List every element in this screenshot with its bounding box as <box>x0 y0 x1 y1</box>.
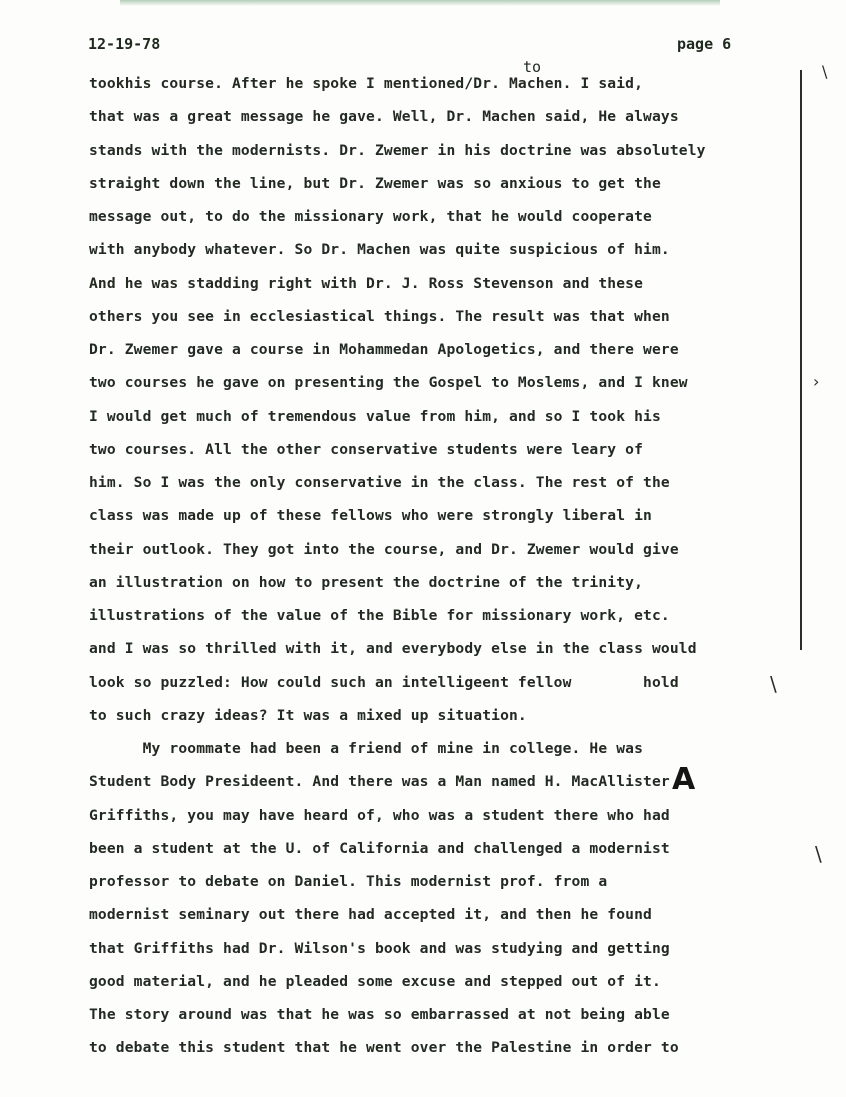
text-line: that was a great message he gave. Well, Dr. Machen said, He always <box>89 108 679 126</box>
text-line: Griffiths, you may have heard of, who was a student there who had <box>89 806 670 824</box>
text-line: to debate this student that he went over the Palestine in order to <box>89 1039 679 1057</box>
margin-slash-mark: \ <box>770 672 777 696</box>
text-line: illustrations of the value of the Bible for missionary work, etc. <box>89 607 670 624</box>
text-line: that Griffiths had Dr. Wilson's book and was studying and getting <box>89 939 670 957</box>
text-line: two courses. All the other conservative students were leary of <box>89 440 644 458</box>
handwritten-insertion: to <box>523 58 542 76</box>
header-date: 12-19-78 <box>88 35 161 53</box>
margin-tick-mark: \ <box>822 62 828 81</box>
text-line: an illustration on how to present the doctrine of the trinity, <box>89 573 644 591</box>
text-line: The story around was that he was so embarrassed at not being able <box>89 1006 670 1023</box>
text-line: class was made up of these fellows who were strongly liberal in <box>89 507 652 525</box>
text-line: two courses he gave on presenting the Gospel to Moslems, and I knew <box>89 374 688 392</box>
margin-tick-mark: \ <box>815 842 822 866</box>
text-line: others you see in ecclesiastical things. The result was that when <box>89 307 670 325</box>
margin-tick-mark: › <box>813 372 820 391</box>
text-line: My roommate had been a friend of mine in college. He was <box>89 740 644 757</box>
text-line: straight down the line, but Dr. Zwemer was so anxious to get the <box>89 174 661 192</box>
text-line: him. So I was the only conservative in the class. The rest of the <box>89 474 670 491</box>
text-line: stands with the modernists. Dr. Zwemer in his doctrine was absolutely <box>89 141 706 159</box>
margin-letter-mark: A <box>672 762 696 797</box>
text-line: and I was so thrilled with it, and everybody else in the class would <box>89 640 697 658</box>
header-page-number: page 6 <box>677 35 732 53</box>
text-line: modernist seminary out there had accepted it, and then he found <box>89 906 652 924</box>
text-line: with anybody whatever. So Dr. Machen was quite suspicious of him. <box>89 241 670 259</box>
text-line: And he was stadding right with Dr. J. Ross Stevenson and these <box>89 274 644 292</box>
text-line: message out, to do the missionary work, that he would cooperate <box>89 208 652 225</box>
text-line: their outlook. They got into the course, and Dr. Zwemer would give <box>89 540 679 558</box>
text-line: I would get much of tremendous value from him, and so I took his <box>89 407 661 425</box>
text-line: Dr. Zwemer gave a course in Mohammedan Apologetics, and there were <box>89 341 679 358</box>
text-line: professor to debate on Daniel. This modernist prof. from a <box>89 873 608 890</box>
margin-bracket-line <box>800 70 802 650</box>
text-line: tookhis course. After he spoke I mentioned/Dr. Machen. I said, <box>89 75 644 92</box>
text-line: look so puzzled: How could such an intelligeent fellow hold <box>89 673 679 691</box>
text-line: Student Body Presideent. And there was a Man named H. MacAllister <box>89 773 670 791</box>
text-line: to such crazy ideas? It was a mixed up situation. <box>89 706 527 724</box>
text-line: good material, and he pleaded some excuse and stepped out of it. <box>89 972 661 990</box>
text-line: been a student at the U. of California and challenged a modernist <box>89 839 670 857</box>
